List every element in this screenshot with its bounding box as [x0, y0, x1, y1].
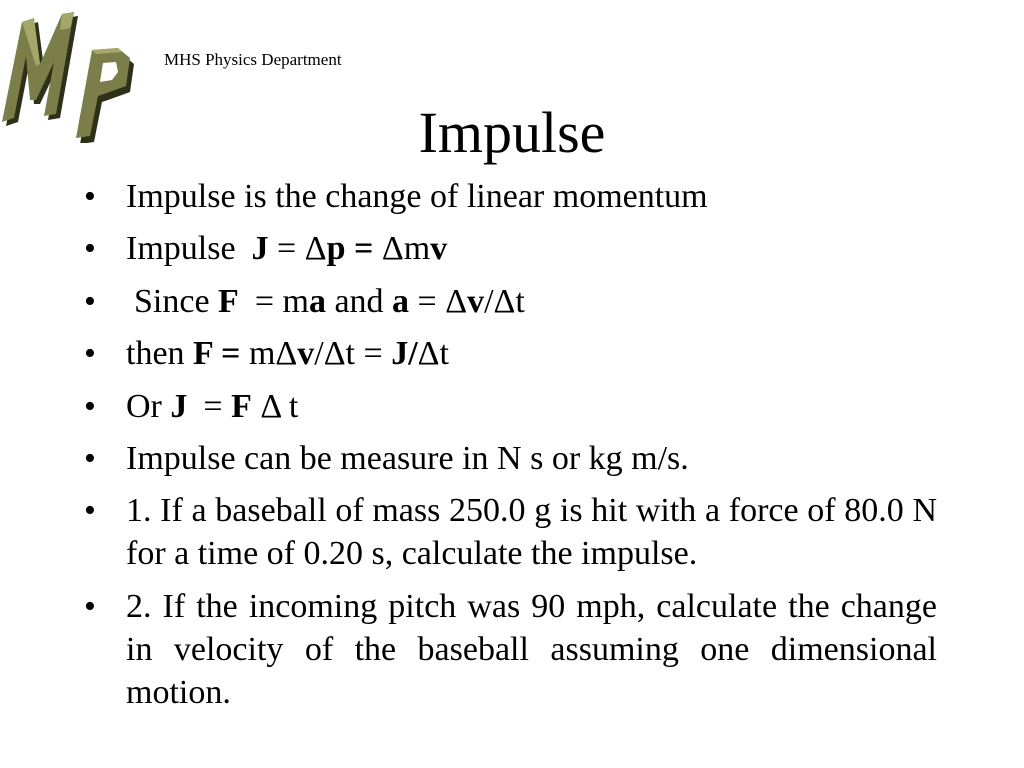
bullet-text: =	[203, 387, 232, 425]
bullet-text: Δt	[417, 335, 449, 373]
bullet-text: mΔ	[240, 335, 298, 373]
bullet-list	[84, 175, 937, 723]
bullet-text: 2. If the incoming pitch was 90 mph, calculate the change in velocity of the baseball assuming one dimensional motion.	[126, 587, 937, 711]
bullet-text: = m	[254, 282, 309, 320]
bullet-dot: •	[84, 492, 96, 530]
bullet-text: Since	[134, 282, 219, 320]
slide-title: Impulse	[418, 100, 606, 165]
bullet-text: v	[430, 230, 448, 268]
department-label: MHS Physics Department	[164, 50, 342, 69]
bullet-item	[84, 437, 937, 480]
bullet-text: J/	[391, 335, 418, 373]
bullet-text: Δ	[304, 230, 327, 268]
bullet-text: a	[308, 282, 326, 320]
bullet-text: 1. If a baseball of mass 250.0 g is hit with a force of 80.0 N for a time of 0.20 s, calculate the impulse.	[126, 492, 937, 573]
bullet-text: /Δt	[484, 282, 525, 320]
bullet-text: Impulse can be measure in N s or kg m/s.	[126, 439, 689, 477]
bullet-text: p	[326, 230, 346, 268]
bullet-text: Δm	[381, 230, 431, 268]
bullet-text: /Δt =	[314, 335, 392, 373]
bullet-dot: •	[84, 178, 96, 215]
bullet-text: Impulse	[126, 230, 236, 268]
bullet-text: and	[325, 282, 393, 320]
bullet-item	[84, 585, 937, 714]
bullet-text: v	[297, 335, 315, 373]
bullet-text: =	[268, 230, 305, 268]
bullet-dot: •	[84, 282, 96, 320]
bullet-item	[84, 175, 937, 218]
bullet-text: = Δ	[409, 282, 468, 320]
bullet-dot: •	[84, 230, 96, 268]
bullet-text: J	[251, 230, 269, 268]
bullet-text: J	[170, 387, 188, 425]
bullet-text: Impulse is the change of linear momentum	[126, 178, 708, 215]
bullet-text: F =	[193, 335, 241, 373]
bullet-text: v	[467, 282, 485, 320]
bullet-item	[84, 280, 937, 323]
bullet-text: then	[126, 335, 194, 373]
bullet-dot: •	[84, 387, 96, 425]
bullet-text: Or	[126, 387, 171, 425]
bullet-item	[84, 385, 937, 428]
bullet-item	[84, 489, 937, 575]
bullet-item	[84, 332, 937, 375]
bullet-dot: •	[84, 335, 96, 373]
bullet-text: Δ t	[251, 387, 299, 425]
bullet-text: a	[392, 282, 410, 320]
bullet-text: =	[345, 230, 382, 268]
bullet-dot: •	[84, 587, 96, 625]
bullet-item	[84, 227, 937, 270]
bullet-text: F	[218, 282, 239, 320]
bullet-text: F	[231, 387, 252, 425]
bullet-dot: •	[84, 439, 96, 477]
